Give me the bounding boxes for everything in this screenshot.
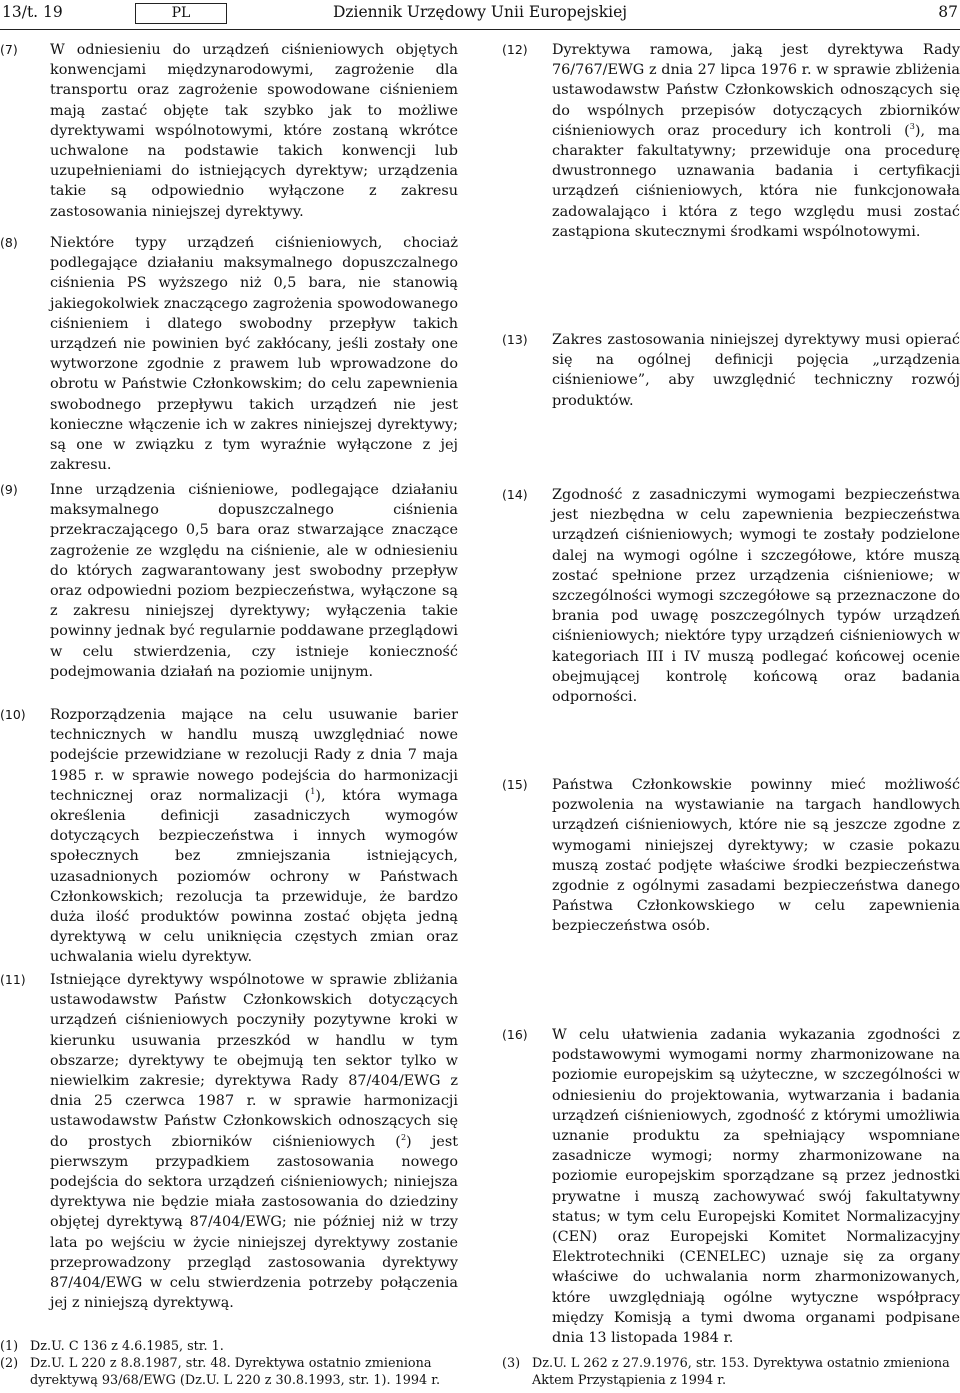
page-header [0, 0, 960, 30]
recital-13 [502, 330, 960, 411]
recital-text-b: ) jest pierwszym przypadkiem zastosowania nowego podejścia do sektora urządzeń ciśnieniowych; niniejsza dyrektywa nie będzie miała zastosowania do dziedziny objętej dyrektywą 87/404/EWG; nie później niż w trzy lata po wejściu w życie niniejszej dyrektywy zostanie przeprowadzony przegląd zastosowania dyrektywy 87/404/EWG w celu stwierdzenia potrzeby połączenia jej z niniejszą dyrektywą. [50, 1133, 458, 1312]
recital-number: (16) [502, 1027, 528, 1042]
footnote-ref[interactable]: 2 [400, 1132, 407, 1142]
footnotes-right [502, 1355, 960, 1389]
footnote-ref[interactable]: 1 [310, 787, 316, 797]
recital-number: (8) [0, 235, 18, 250]
recital-text-b: ), ma charakter fakultatywny; przewiduje ona procedurę dwustronnego uznawania badania i certyfikacji urządzeń ciśnieniowych, która nie funkcjonowała zadowalająco i która z tego względu musi zostać zastąpiona skutecznymi środkami wspólnotowymi. [552, 122, 960, 240]
footnotes-left [0, 1338, 458, 1389]
recital-7 [0, 40, 458, 222]
recital-15 [502, 775, 960, 937]
language-box: PL [135, 3, 227, 24]
footnote-number: (3) [502, 1356, 521, 1371]
recital-11 [0, 970, 458, 1313]
journal-title: Dziennik Urzędowy Unii Europejskiej [332, 3, 628, 21]
recital-number: (12) [502, 42, 528, 57]
recital-number: (13) [502, 332, 528, 347]
recital-9 [0, 480, 458, 682]
recital-text: W celu ułatwienia zadania wykazania zgodności z podstawowymi wymogami normy zharmonizowane na poziomie europejskim są użyteczne, w szczególności w odniesieniu do projektowania, wytwarzania i badania urządzeń ciśnieniowych, zgodność z którymi umożliwia uznanie produktu za spełniający wspomniane zasadnicze wymogi; normy zharmonizowane na poziomie europejskim sporządzane są przez jednostki prywatne i muszą zachowywać swój fakultatywny status; w tym celu Europejski Komitet Normalizacyjny (CEN) oraz Europejski Komitet Normalizacyjny Elektrotechniki (CENELEC) uznaje się za organy właściwe do uchwalania norm zharmonizowanych, które uwzględniają ogólne wytyczne współpracy między Komisją a tymi dwoma organami podpisane dnia 13 listopada 1984 r. [552, 1027, 960, 1347]
recital-14 [502, 485, 960, 707]
recital-12 [502, 40, 960, 242]
recital-number: (15) [502, 777, 528, 792]
recital-text: W odniesieniu do urządzeń ciśnieniowych objętych konwencjami międzynarodowymi, zagrożenie dla transportu oraz zagrożenie spowodowane ciśnieniem mają zastać objęte tak szybko jak to możliwe dyrektywami wspólnotowymi, które zostaną wkrótce uchwalone na podstawie takich konwencji lub uzupełnieniami do istniejących dyrektyw; urządzenia takie są odpowiednio wyłączone z zakresu zastosowania niniejszej dyrektywy. [50, 42, 458, 220]
recital-text-a: Dyrektywa ramowa, jaką jest dyrektywa Rady 76/767/EWG z dnia 27 lipca 1976 r. w sprawie zbliżenia ustawodawstw Państw Członkowskich odnoszących się do wspólnych przepisów dotyczących zbiorników ciśnieniowych oraz procedury ich kontroli ( [552, 42, 960, 139]
footnote-3 [502, 1355, 960, 1389]
recital-text: Niektóre typy urządzeń ciśnieniowych, chociaż podlegające działaniu maksymalnego dopuszczalnego ciśnienia PS wyższego niż 0,5 bara, nie stanowią jakiegokolwiek znaczącego zagrożenia spowodowanego ciśnieniem i dlatego swobodny przepływ takich urządzeń nie powinien być zakłócany, jeśli zostały one wytworzone zgodnie z prawem lub wprowadzone do obrotu w Państwie Członkowskim; do celu zapewnienia swobodnego przepływu takich urządzeń nie jest konieczne włączenie ich w zakres niniejszej dyrektywy; są one w związku z tym wyraźnie wyłączone z jej zakresu. [50, 235, 458, 474]
footnote-text: Dz.U. L 262 z 27.9.1976, str. 153. Dyrektywa ostatnio zmieniona Aktem Przystąpienia z 1994 r. [532, 1356, 950, 1388]
recital-number: (9) [0, 482, 18, 497]
recital-text-b: ), która wymaga określenia definicji zasadniczych wymogów dotyczących bezpieczeństwa i innych wymogów społecznych bez zmniejszania istniejących, uzasadnionych poziomów ochrony w Państwach Członkowskich; rezolucja ta przewiduje, że bardzo duża ilość produktów powinna zostać objęta jedną dyrektywą w celu uniknięcia częstych zmian oraz uchwalania wielu dyrektyw. [50, 787, 458, 966]
footnote-number: (1) [0, 1339, 19, 1354]
footnote-1 [0, 1338, 458, 1355]
footnote-number: (2) [0, 1356, 19, 1371]
footnote-text: Dz.U. L 220 z 8.8.1987, str. 48. Dyrektywa ostatnio zmieniona dyrektywą 93/68/EWG (Dz.U. L 220 z 30.8.1993, str. 1). 1994 r. [30, 1356, 441, 1388]
recital-number: (11) [0, 972, 26, 987]
recital-text: Zgodność z zasadniczymi wymogami bezpieczeństwa jest niezbędna w celu zapewnienia bezpieczeństwa urządzeń ciśnieniowych; wymogi te zostały podzielone dalej na wymogi ogólne i szczegółowe, które muszą zostać spełnione przez urządzenia ciśnieniowe; w szczególności wymogi szczegółowe są przeznaczone do brania pod uwagę poszczególnych typów urządzeń ciśnieniowych; niektóre typy urządzeń ciśnieniowych w kategoriach III i IV muszą podlegać końcowej ocenie obejmującej kontrolę końcową oraz badania odporności. [552, 487, 960, 706]
footnote-text: Dz.U. C 136 z 4.6.1985, str. 1. [30, 1339, 224, 1354]
recital-number: (10) [0, 707, 26, 722]
recital-text: Inne urządzenia ciśnieniowe, podlegające działaniu maksymalnego dopuszczalnego ciśnienia przekraczającego 0,5 bara oraz stwarzające znaczące zagrożenie ze względu na ciśnienie, ale w odniesieniu do których zagwarantowany jest swobodny przepływ oraz odpowiedni poziom bezpieczeństwa, wyłączone są z zakresu niniejszej dyrektywy; wyłączenia takie powinny jednak być regularnie poddawane przeglądowi w celu stwierdzenia, czy istnieje konieczność podejmowania działań na poziomie unijnym. [50, 482, 458, 680]
issue-ref: 13/t. 19 [2, 3, 63, 21]
recital-text-a: Istniejące dyrektywy wspólnotowe w sprawie zbliżania ustawodawstw Państw Członkowskich dotyczących urządzeń ciśnieniowych poczyniły pozytywne kroki w kierunku usuwania przeszkód w handlu w tym obszarze; dyrektywy te obejmują ten sektor tylko w niewielkim zakresie; dyrektywa Rady 87/404/EWG z dnia 25 czerwca 1987 r. w sprawie harmonizacji ustawodawstw Państw Członkowskich odnoszących się do prostych zbiorników ciśnieniowych ( [50, 972, 458, 1150]
recital-text: Państwa Członkowskie powinny mieć możliwość pozwolenia na wystawianie na targach handlowych urządzeń ciśnieniowych, które nie są jeszcze zgodne z wymogami niniejszej dyrektywy; w czasie pokazu muszą zostać podjęte właściwe środki bezpieczeństwa zgodnie z ogólnymi zasadami bezpieczeństwa danego Państwa Członkowskiego w celu zapewnienia bezpieczeństwa osób. [552, 777, 960, 935]
recital-16 [502, 1025, 960, 1348]
recital-8 [0, 233, 458, 475]
recital-number: (14) [502, 487, 528, 502]
footnote-ref[interactable]: 3 [909, 122, 915, 132]
header-rule [0, 29, 960, 30]
recital-number: (7) [0, 42, 18, 57]
footnote-2 [0, 1355, 458, 1389]
recital-text-a: Rozporządzenia mające na celu usuwanie barier technicznych w handlu muszą uwzględniać nowe podejście przewidziane w rezolucji Rady z dnia 7 maja 1985 r. w sprawie nowego podejścia do harmonizacji technicznej oraz normalizacji ( [50, 707, 458, 804]
page-number: 87 [938, 3, 958, 21]
recital-text: Zakres zastosowania niniejszej dyrektywy musi opierać się na ogólnej definicji pojęcia „urządzenia ciśnieniowe”, aby uwzględnić techniczny rozwój produktów. [552, 332, 960, 409]
recital-10 [0, 705, 458, 968]
